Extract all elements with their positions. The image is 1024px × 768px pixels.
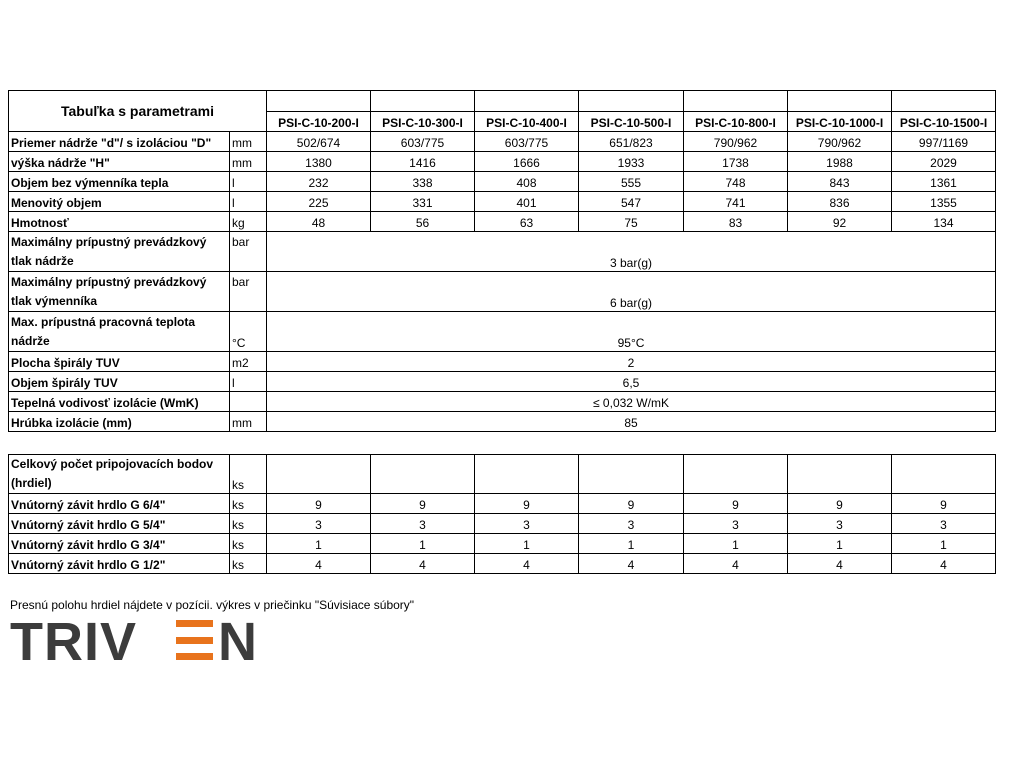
cell-value: 1361 (892, 172, 996, 192)
cell-value: 1 (788, 534, 892, 554)
cell-value: 56 (371, 212, 475, 232)
cell-value: 225 (267, 192, 371, 212)
row-label: Maximálny prípustný prevádzkový tlak nádrže (9, 232, 230, 272)
logo-bar-mid (176, 637, 213, 644)
table-row (9, 534, 996, 554)
merged-value: ≤ 0,032 W/mK (267, 392, 996, 412)
cell-value: 1 (267, 534, 371, 554)
cell-value: 3 (475, 514, 579, 534)
cell-value: 3 (371, 514, 475, 534)
cell-value: 338 (371, 172, 475, 192)
row-label: Menovitý objem (9, 192, 230, 212)
cell-value: 4 (684, 554, 788, 574)
note-text: Presnú polohu hrdiel nájdete v pozícii. výkres v priečinku "Súvisiace súbory" (10, 598, 415, 612)
row-unit: m2 (230, 352, 267, 372)
cell-value: 843 (788, 172, 892, 192)
cell-value: 1380 (267, 152, 371, 172)
cell-value: 9 (267, 494, 371, 514)
cell-value: 502/674 (267, 132, 371, 152)
logo-e-bars (176, 620, 213, 660)
cell-value: 790/962 (788, 132, 892, 152)
row-unit: bar (230, 232, 267, 272)
cell-value: 63 (475, 212, 579, 232)
table-row (9, 392, 996, 412)
cell-value: 603/775 (475, 132, 579, 152)
merged-value: 2 (267, 352, 996, 372)
cell-value: 1416 (371, 152, 475, 172)
row-unit: ks (230, 534, 267, 554)
row-unit: l (230, 372, 267, 392)
table-row (9, 372, 996, 392)
row-unit: ks (230, 514, 267, 534)
model-header: PSI-C-10-400-I (475, 112, 579, 132)
row-label: Vnútorný závit hrdlo G 1/2" (9, 554, 230, 574)
table-row (9, 272, 996, 312)
cell-value: 741 (684, 192, 788, 212)
cell-value: 1738 (684, 152, 788, 172)
cell-value: 1 (892, 534, 996, 554)
logo-bar-top (176, 620, 213, 627)
row-unit: bar (230, 272, 267, 312)
table-title: Tabuľka s parametrami (9, 91, 267, 132)
cell-value: 1 (475, 534, 579, 554)
model-header: PSI-C-10-1500-I (892, 112, 996, 132)
cell-value: 1 (684, 534, 788, 554)
logo-n: N (218, 612, 257, 668)
triven-logo (10, 612, 270, 668)
row-label: Vnútorný závit hrdlo G 3/4" (9, 534, 230, 554)
connection-points-table (8, 454, 996, 574)
row-label: Plocha špirály TUV (9, 352, 230, 372)
cell-value: 1 (579, 534, 684, 554)
table-row (9, 554, 996, 574)
row-unit: mm (230, 132, 267, 152)
row-label: Tepelná vodivosť izolácie (WmK) (9, 392, 230, 412)
row-label: výška nádrže "H" (9, 152, 230, 172)
cell-value: 3 (579, 514, 684, 534)
cell-value: 790/962 (684, 132, 788, 152)
cell-value: 9 (371, 494, 475, 514)
table-row (9, 312, 996, 352)
cell-value: 9 (788, 494, 892, 514)
cell-value: 3 (684, 514, 788, 534)
row-unit: ks (230, 554, 267, 574)
row-unit: °C (230, 312, 267, 352)
cell-value: 4 (892, 554, 996, 574)
row-label: Vnútorný závit hrdlo G 6/4" (9, 494, 230, 514)
cell-value: 9 (475, 494, 579, 514)
row-label: Hrúbka izolácie (mm) (9, 412, 230, 432)
merged-value: 95°C (267, 312, 996, 352)
cell-value: 2029 (892, 152, 996, 172)
table-row (9, 152, 996, 172)
cell-value: 4 (579, 554, 684, 574)
connection-header-row (9, 455, 996, 494)
cell-value: 331 (371, 192, 475, 212)
cell-value: 1933 (579, 152, 684, 172)
cell-value: 4 (371, 554, 475, 574)
model-header: PSI-C-10-800-I (684, 112, 788, 132)
row-label: Priemer nádrže "d"/ s izoláciou "D" (9, 132, 230, 152)
cell-value: 4 (788, 554, 892, 574)
table-row (9, 494, 996, 514)
table-row (9, 412, 996, 432)
cell-value: 651/823 (579, 132, 684, 152)
cell-value: 547 (579, 192, 684, 212)
row-unit: mm (230, 412, 267, 432)
table-row (9, 514, 996, 534)
cell-value: 3 (267, 514, 371, 534)
cell-value: 1 (371, 534, 475, 554)
cell-value: 232 (267, 172, 371, 192)
merged-value: 6,5 (267, 372, 996, 392)
cell-value: 83 (684, 212, 788, 232)
cell-value: 48 (267, 212, 371, 232)
cell-value: 4 (267, 554, 371, 574)
cell-value: 9 (579, 494, 684, 514)
cell-value: 4 (475, 554, 579, 574)
cell-value: 1355 (892, 192, 996, 212)
row-unit: l (230, 172, 267, 192)
table-row (9, 132, 996, 152)
logo-bar-bottom (176, 653, 213, 660)
merged-value: 3 bar(g) (267, 232, 996, 272)
row-label: Max. prípustná pracovná teplota nádrže (9, 312, 230, 352)
logo-wordmark: TRIV (10, 612, 138, 668)
cell-value: 408 (475, 172, 579, 192)
row-label: Hmotnosť (9, 212, 230, 232)
cell-value: 555 (579, 172, 684, 192)
cell-value: 9 (892, 494, 996, 514)
row-label: Objem bez výmenníka tepla (9, 172, 230, 192)
row-unit: mm (230, 152, 267, 172)
cell-value: 603/775 (371, 132, 475, 152)
connection-header-label: Celkový počet pripojovacích bodov (hrdiel) (9, 455, 230, 494)
table-row (9, 212, 996, 232)
table-row (9, 192, 996, 212)
cell-value: 1666 (475, 152, 579, 172)
table-row (9, 232, 996, 272)
title-row (9, 91, 996, 112)
row-unit (230, 392, 267, 412)
row-unit: l (230, 192, 267, 212)
cell-value: 1988 (788, 152, 892, 172)
cell-value: 836 (788, 192, 892, 212)
row-unit: ks (230, 494, 267, 514)
cell-value: 9 (684, 494, 788, 514)
cell-value: 75 (579, 212, 684, 232)
table-row (9, 352, 996, 372)
row-label: Objem špirály TUV (9, 372, 230, 392)
model-header: PSI-C-10-1000-I (788, 112, 892, 132)
row-label: Vnútorný závit hrdlo G 5/4" (9, 514, 230, 534)
merged-value: 6 bar(g) (267, 272, 996, 312)
cell-value: 3 (788, 514, 892, 534)
cell-value: 401 (475, 192, 579, 212)
cell-value: 748 (684, 172, 788, 192)
row-label: Maximálny prípustný prevádzkový tlak výmenníka (9, 272, 230, 312)
row-unit: kg (230, 212, 267, 232)
cell-value: 997/1169 (892, 132, 996, 152)
cell-value: 92 (788, 212, 892, 232)
parameters-table (8, 90, 996, 432)
model-header: PSI-C-10-200-I (267, 112, 371, 132)
table-row (9, 172, 996, 192)
model-header: PSI-C-10-300-I (371, 112, 475, 132)
connection-header-unit: ks (230, 455, 267, 494)
merged-value: 85 (267, 412, 996, 432)
cell-value: 3 (892, 514, 996, 534)
cell-value: 134 (892, 212, 996, 232)
model-header: PSI-C-10-500-I (579, 112, 684, 132)
